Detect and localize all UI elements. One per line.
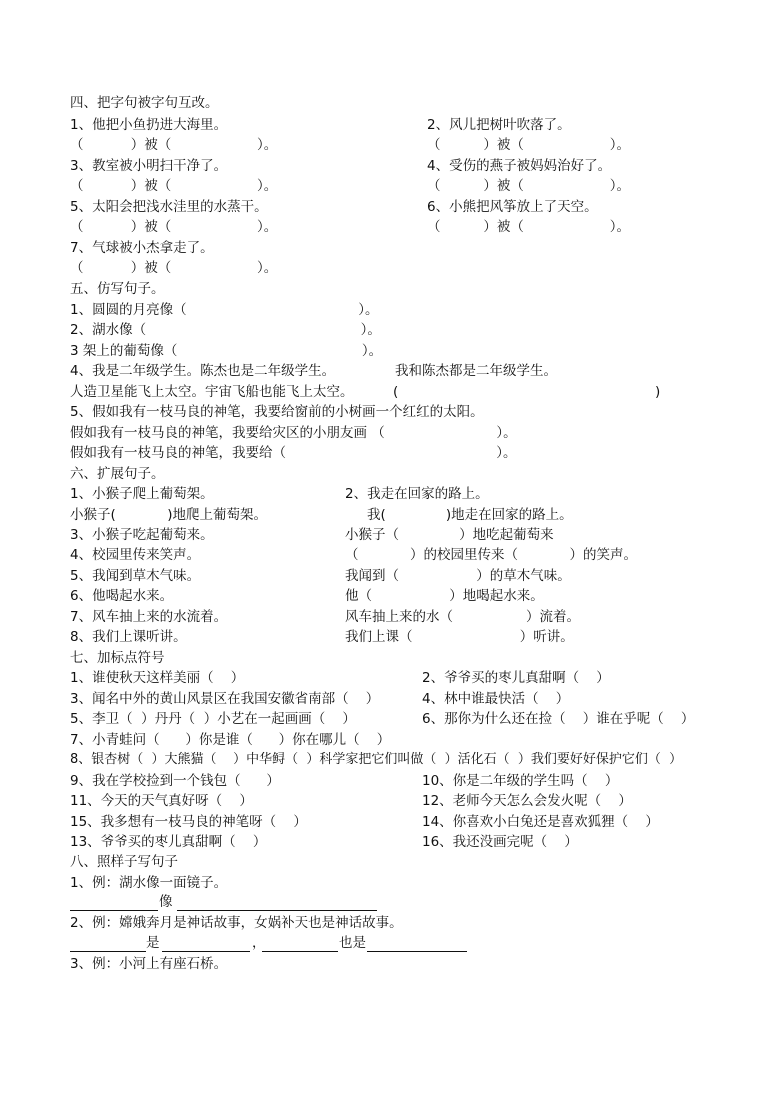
s4-question-2: 2、风儿把树叶吹落了。 — [427, 117, 571, 133]
s6-question-6: 6、他喝起水来。 — [70, 588, 174, 604]
s4-answer-2: （ ）被（ ）。 — [427, 137, 630, 153]
s6-question-5: 5、我闻到草木气味。 — [70, 568, 201, 584]
s6-answer-4: （ ）的校园里传来（ ）的笑声。 — [345, 547, 637, 563]
s8-q2-blank-3[interactable] — [262, 951, 338, 952]
s6-question-1: 1、小猴子爬上葡萄架。 — [70, 486, 214, 502]
s8-question-1: 1、例：湖水像一面镜子。 — [70, 875, 228, 891]
s6-answer-7: 风车抽上来的水（ ）流着。 — [345, 609, 580, 625]
s4-answer-3: （ ）被（ ）。 — [70, 178, 278, 194]
s7-question-14: 14、你喜欢小白兔还是喜欢狐狸（ ） — [422, 814, 659, 830]
s4-answer-5: （ ）被（ ）。 — [70, 219, 278, 235]
s8-q2-also-is-word: 也是 — [339, 935, 366, 951]
s7-question-16: 16、我还没画完呢（ ） — [422, 834, 578, 850]
s4-answer-6: （ ）被（ ）。 — [427, 219, 630, 235]
s5-line-1: 1、圆圆的月亮像（ ）。 — [70, 302, 379, 318]
s6-answer-8: 我们上课（ ）听讲。 — [345, 629, 574, 645]
s7-question-15: 15、我多想有一枝马良的神笔呀（ ） — [70, 814, 307, 830]
s6-answer-5: 我闻到（ ）的草木气味。 — [345, 568, 571, 584]
s6-question-3: 3、小猴子吃起葡萄来。 — [70, 527, 214, 543]
s5-line-8: 假如我有一枝马良的神笔，我要给（ ）。 — [70, 445, 517, 461]
s8-question-2: 2、例：嫦娥奔月是神话故事，女娲补天也是神话故事。 — [70, 915, 403, 931]
s4-question-3: 3、教室被小明扫干净了。 — [70, 158, 228, 174]
s6-question-7: 7、风车抽上来的水流着。 — [70, 609, 228, 625]
s7-question-2: 2、爷爷买的枣儿真甜啊（ ） — [422, 670, 610, 686]
section-8-heading: 八、照样子写句子 — [70, 854, 178, 870]
s5-line-5a: 人造卫星能飞上太空。宇宙飞船也能飞上太空。 — [70, 384, 354, 400]
s7-question-1: 1、谁使秋天这样美丽（ ） — [70, 670, 245, 686]
s7-question-7: 7、小青蛙问（ ）你是谁（ ）你在哪儿（ ） — [70, 732, 391, 748]
s5-line-5-open-paren: ( — [393, 384, 399, 400]
s4-answer-1: （ ）被（ ）。 — [70, 137, 278, 153]
s5-line-4a: 4、我是二年级学生。陈杰也是二年级学生。 — [70, 363, 336, 379]
s4-question-4: 4、受伤的燕子被妈妈治好了。 — [427, 158, 612, 174]
s4-answer-7: （ ）被（ ）。 — [70, 260, 278, 276]
s4-question-5: 5、太阳会把浅水洼里的水蒸干。 — [70, 199, 268, 215]
s6-answer-1: 小猴子( )地爬上葡萄架。 — [70, 507, 268, 523]
s4-question-6: 6、小熊把风筝放上了天空。 — [427, 199, 598, 215]
s7-question-8: 8、银杏树（ ）大熊猫（ ）中华鲟（ ）科学家把它们叫做（ ）活化石（ ）我们要好好保护它们（ ） — [70, 752, 683, 767]
s7-question-5: 5、李卫（ ）丹丹（ ）小艺在一起画画（ ） — [70, 711, 356, 727]
section-6-heading: 六、扩展句子。 — [70, 466, 165, 482]
s5-line-3: 3 架上的葡萄像（ ）。 — [70, 343, 383, 359]
s6-answer-2: 我( )地走在回家的路上。 — [367, 507, 573, 523]
s4-question-1: 1、他把小鱼扔进大海里。 — [70, 117, 228, 133]
s6-question-8: 8、我们上课听讲。 — [70, 629, 187, 645]
s8-q2-comma: ， — [252, 935, 266, 951]
s7-question-13: 13、爷爷买的枣儿真甜啊（ ） — [70, 834, 267, 850]
s6-question-4: 4、校园里传来笑声。 — [70, 547, 201, 563]
s8-q2-blank-1[interactable] — [70, 951, 146, 952]
s8-question-3: 3、例：小河上有座石桥。 — [70, 956, 228, 972]
s7-question-11: 11、今天的天气真好呀（ ） — [70, 793, 253, 809]
section-4-heading: 四、把字句被字句互改。 — [70, 95, 219, 111]
s8-q2-is-word: 是 — [146, 935, 160, 951]
s5-line-6: 5、假如我有一枝马良的神笔，我要给窗前的小树画一个红红的太阳。 — [70, 404, 484, 420]
s5-line-4b: 我和陈杰都是二年级学生。 — [395, 363, 557, 379]
s7-question-3: 3、闻名中外的黄山风景区在我国安徽省南部（ ） — [70, 691, 380, 707]
s7-question-10: 10、你是二年级的学生吗（ ） — [422, 773, 619, 789]
s4-question-7: 7、气球被小杰拿走了。 — [70, 240, 214, 256]
s7-question-4: 4、林中谁最快活（ ） — [422, 691, 570, 707]
section-5-heading: 五、仿写句子。 — [70, 281, 165, 297]
s7-question-12: 12、老师今天怎么会发火呢（ ） — [422, 793, 632, 809]
s8-q1-like-word: 像 — [159, 894, 173, 910]
s6-answer-6: 他（ ）地喝起水来。 — [345, 588, 544, 604]
s7-question-9: 9、我在学校捡到一个钱包（ ） — [70, 773, 280, 789]
s6-answer-3: 小猴子（ ）地吃起葡萄来 — [345, 527, 554, 543]
s6-question-2: 2、我走在回家的路上。 — [345, 486, 489, 502]
s8-q2-blank-2[interactable] — [162, 951, 250, 952]
s8-q1-blank-2[interactable] — [177, 910, 377, 911]
s4-answer-4: （ ）被（ ）。 — [427, 178, 630, 194]
s5-line-5-close-paren: ) — [655, 384, 661, 400]
s8-q1-blank-1[interactable] — [70, 910, 158, 911]
s7-question-6: 6、那你为什么还在捡（ ）谁在乎呢（ ） — [422, 711, 695, 727]
s5-line-7: 假如我有一枝马良的神笔，我要给灾区的小朋友画 （ ）。 — [70, 425, 517, 441]
s8-q2-blank-4[interactable] — [367, 951, 467, 952]
section-7-heading: 七、加标点符号 — [70, 650, 165, 666]
s5-line-2: 2、湖水像（ ）。 — [70, 322, 381, 338]
